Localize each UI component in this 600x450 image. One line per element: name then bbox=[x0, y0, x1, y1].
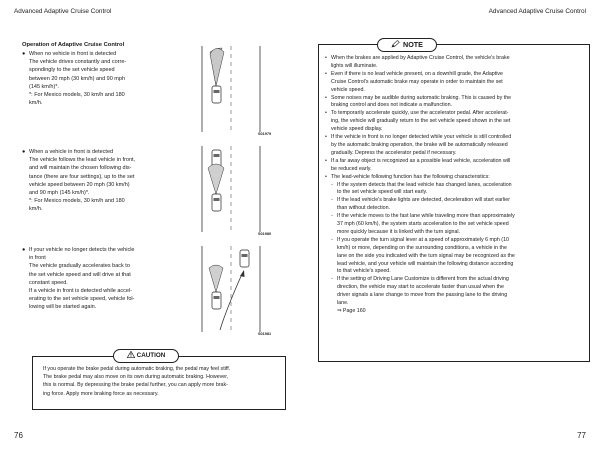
note-bullet-line bbox=[325, 126, 587, 134]
note-bullet-line bbox=[325, 87, 587, 95]
footnote-line: *: For Mexico models, 30 km/h and 180 bbox=[29, 198, 125, 205]
note-text-line: braking control and does not indicate a malfunction. bbox=[331, 102, 453, 109]
dash-icon: - bbox=[331, 276, 333, 283]
note-text-line: driver signals a lane change to move from the passing lane to the driving bbox=[337, 292, 508, 299]
note-bullet-line bbox=[325, 174, 587, 182]
note-text-line: lights will illuminate. bbox=[331, 62, 378, 69]
bullet-icon: ● bbox=[22, 51, 26, 57]
footnote-line: km/h. bbox=[29, 206, 43, 213]
note-subitem-line bbox=[325, 300, 587, 308]
caution-line: this is normal. By depressing the brake pedal further, you can apply more brak- bbox=[43, 382, 228, 389]
note-bullet-line bbox=[325, 79, 587, 87]
operation-item-no-longer-detected bbox=[22, 246, 182, 312]
caution-box bbox=[32, 352, 286, 410]
lane-illustration bbox=[196, 146, 268, 232]
note-text-line: more quickly because it is linked with the turn signal. bbox=[337, 228, 461, 235]
item-heading: When a vehicle in front is detected bbox=[29, 149, 114, 155]
dash-icon: - bbox=[331, 197, 333, 204]
note-bullet-line bbox=[325, 110, 587, 118]
note-text-line: If you operate the turn signal lever at a speed of approximately 6 mph (10 bbox=[337, 236, 509, 243]
dash-icon: - bbox=[331, 213, 333, 220]
note-subitem-line bbox=[325, 245, 587, 253]
body-line: erating to the set vehicle speed, vehicle fol- bbox=[29, 296, 135, 303]
note-text-line: Cruise Control's automatic brake may operate in order to maintain the set bbox=[331, 78, 503, 85]
own-vehicle-icon bbox=[212, 194, 221, 211]
note-subitem-line bbox=[325, 229, 587, 237]
section-title: Operation of Adaptive Cruise Control bbox=[22, 42, 125, 48]
note-text-line: km/h) or more, depending on the surrounding conditions, a vehicle in the bbox=[337, 244, 507, 251]
note-text-line: to that vehicle's speed. bbox=[337, 268, 391, 275]
note-bullet-line bbox=[325, 71, 587, 79]
bullet-icon: • bbox=[325, 70, 327, 77]
lead-vehicle-icon bbox=[240, 250, 249, 267]
note-subitem-line bbox=[325, 237, 587, 245]
note-subitem-line bbox=[325, 205, 587, 213]
caution-line: The brake pedal may also move on its own during automatic braking. However, bbox=[43, 374, 229, 381]
note-text-line: If the vehicle in front is no longer detected while your vehicle is still controlled bbox=[331, 134, 512, 141]
note-text-line: If the vehicle moves to the fast lane while traveling more than approximately bbox=[337, 213, 515, 220]
note-box bbox=[318, 40, 590, 362]
note-text-line: to the set vehicle speed will start early. bbox=[337, 189, 428, 196]
note-bullet-line bbox=[325, 150, 587, 158]
body-line: constant speed. bbox=[29, 279, 68, 286]
caution-line: If you operate the brake pedal during automatic braking, the pedal may feel stiff. bbox=[43, 366, 231, 372]
body-line: and will maintain the chosen following dis- bbox=[29, 165, 132, 172]
note-subitem-line bbox=[325, 221, 587, 229]
note-subitem-line bbox=[325, 182, 587, 190]
note-subitem-line bbox=[325, 189, 587, 197]
note-text-line: be reduced early. bbox=[331, 165, 372, 172]
note-subitem-line bbox=[325, 197, 587, 205]
body-line: The vehicle drives constantly and corre- bbox=[29, 59, 127, 66]
caution-line: ing force. Apply more braking force as necessary. bbox=[43, 390, 159, 397]
caution-label-text: CAUTION bbox=[136, 352, 166, 359]
body-line: (145 km/h)*. bbox=[29, 83, 59, 90]
running-header-left: Advanced Adaptive Cruise Control bbox=[14, 8, 112, 15]
lane-illustration bbox=[196, 46, 268, 132]
note-text-line: If the lead vehicle's brake lights are detected, deceleration will start earlier bbox=[337, 197, 510, 204]
bullet-icon: • bbox=[325, 157, 327, 164]
figure-code: S01979 bbox=[258, 132, 272, 136]
bullet-icon: • bbox=[325, 94, 327, 101]
note-bullet-line bbox=[325, 95, 587, 103]
note-bullet-line bbox=[325, 63, 587, 71]
note-subitem-line bbox=[325, 261, 587, 269]
note-text-line: vehicle speed display. bbox=[331, 126, 383, 133]
note-text-line: Some noises may be audible during automatic braking. This is caused by the bbox=[331, 94, 512, 101]
body-line: The vehicle gradually accelerates back to bbox=[29, 263, 130, 270]
note-pencil-icon bbox=[391, 40, 400, 48]
body-line: spondingly to the set vehicle speed bbox=[29, 67, 115, 74]
note-subitem-line bbox=[325, 292, 587, 300]
bullet-icon: • bbox=[325, 134, 327, 141]
footnote-line: km/h. bbox=[29, 100, 43, 107]
note-text-line: direction, the vehicle may start to accelerate faster than usual when the bbox=[337, 284, 504, 291]
note-text-line: 37 mph (60 km/h), the system starts acceleration to the set vehicle speed bbox=[337, 221, 509, 228]
running-header-right: Advanced Adaptive Cruise Control bbox=[488, 8, 586, 15]
bullet-icon: • bbox=[325, 110, 327, 117]
note-text-line: gradually. Depress the accelerator pedal if necessary. bbox=[331, 149, 457, 156]
item-heading: When no vehicle in front is detected bbox=[29, 51, 117, 57]
lane-illustration bbox=[196, 246, 268, 332]
note-text-line: To temporarily accelerate quickly, use the accelerator pedal. After accelerat- bbox=[331, 110, 509, 117]
bullet-icon: • bbox=[325, 55, 327, 61]
body-line: the set vehicle speed and will drive at that bbox=[29, 271, 131, 278]
caution-label bbox=[113, 349, 179, 363]
dash-icon: - bbox=[331, 236, 333, 243]
note-subitem-line bbox=[325, 284, 587, 292]
footnote-line: *: For Mexico models, 30 km/h and 180 bbox=[29, 92, 125, 99]
note-subitem-line bbox=[325, 268, 587, 276]
body-line: and 90 mph (145 km/h)*. bbox=[29, 190, 90, 197]
figure-lead-vehicle-detected bbox=[196, 146, 268, 232]
own-vehicle-icon bbox=[212, 292, 221, 309]
radar-beam-icon bbox=[208, 164, 224, 194]
note-text-line: by the automatic braking operation, the brake will be automatically released bbox=[331, 141, 508, 148]
note-bullet-line bbox=[325, 142, 587, 150]
figure-no-lead-vehicle bbox=[196, 46, 268, 132]
bullet-icon: ● bbox=[22, 247, 26, 253]
note-bullet-line bbox=[325, 166, 587, 174]
note-bullet-line bbox=[325, 102, 587, 110]
note-text-line: than without detection. bbox=[337, 205, 391, 212]
warning-triangle-icon bbox=[127, 351, 135, 358]
note-text-line: The lead-vehicle following function has the following characteristics: bbox=[331, 173, 490, 180]
note-text-line: lane. bbox=[337, 300, 349, 307]
item-heading: If your vehicle no longer detects the vehicle bbox=[29, 247, 135, 253]
note-text-line: When the brakes are applied by Adaptive Cruise Control, the vehicle's brake bbox=[331, 55, 510, 61]
note-bullet-line bbox=[325, 134, 587, 142]
page-reference-link[interactable]: ⇒ Page 160 bbox=[337, 308, 366, 314]
radar-beam-icon bbox=[209, 265, 223, 292]
note-bullet-line bbox=[325, 55, 587, 63]
body-line: between 20 mph (30 km/h) and 90 mph bbox=[29, 75, 126, 82]
note-bullet-line bbox=[325, 158, 587, 166]
note-label-text: NOTE bbox=[403, 40, 423, 49]
operation-item-no-vehicle bbox=[22, 50, 182, 107]
dash-icon: - bbox=[331, 181, 333, 188]
note-text-line: lead vehicle, and your vehicle will maintain the following distance according bbox=[337, 260, 514, 267]
note-text-line: If the setting of Driving Lane Customize is different from the actual driving bbox=[337, 276, 509, 283]
note-subitem-line bbox=[325, 253, 587, 261]
bullet-icon: • bbox=[325, 173, 327, 180]
bullet-icon: ● bbox=[22, 149, 26, 155]
body-line: lowing will be started again. bbox=[29, 304, 97, 311]
note-subitem-line bbox=[325, 276, 587, 284]
note-label bbox=[377, 38, 437, 52]
own-vehicle-icon bbox=[212, 86, 221, 103]
caution-text bbox=[43, 365, 279, 398]
body-line: The vehicle follows the lead vehicle in front, bbox=[29, 157, 136, 164]
note-bullet-line bbox=[325, 118, 587, 126]
body-line: tance (there are four settings), up to the set bbox=[29, 173, 135, 180]
operation-item-vehicle-detected bbox=[22, 148, 182, 214]
figure-code: S01981 bbox=[258, 332, 272, 336]
note-text-line: Even if there is no lead vehicle present, on a downhill grade, the Adaptive bbox=[331, 70, 503, 77]
body-line: If a vehicle in front is detected while accel- bbox=[29, 288, 133, 295]
note-text-line: lane on the side you indicated with the turn signal may be recognized as the bbox=[337, 252, 515, 259]
note-text-line: ing, the vehicle will gradually return to the set vehicle speed shown in the set bbox=[331, 118, 511, 125]
figure-lead-vehicle-leaves bbox=[196, 246, 268, 332]
note-text-line: If the system detects that the lead vehicle has changed lanes, acceleration bbox=[337, 181, 512, 188]
page-number-right: 77 bbox=[577, 431, 586, 440]
figure-code: S01980 bbox=[258, 232, 272, 236]
note-subitem-line bbox=[325, 213, 587, 221]
note-text-line: If a far away object is recognized as a possible lead vehicle, acceleration will bbox=[331, 157, 511, 164]
note-text-line: vehicle speed. bbox=[331, 86, 365, 93]
body-line: in front bbox=[29, 255, 46, 262]
body-line: vehicle speed between 20 mph (30 km/h) bbox=[29, 181, 130, 188]
page-number-left: 76 bbox=[14, 431, 23, 440]
note-text bbox=[325, 55, 587, 316]
